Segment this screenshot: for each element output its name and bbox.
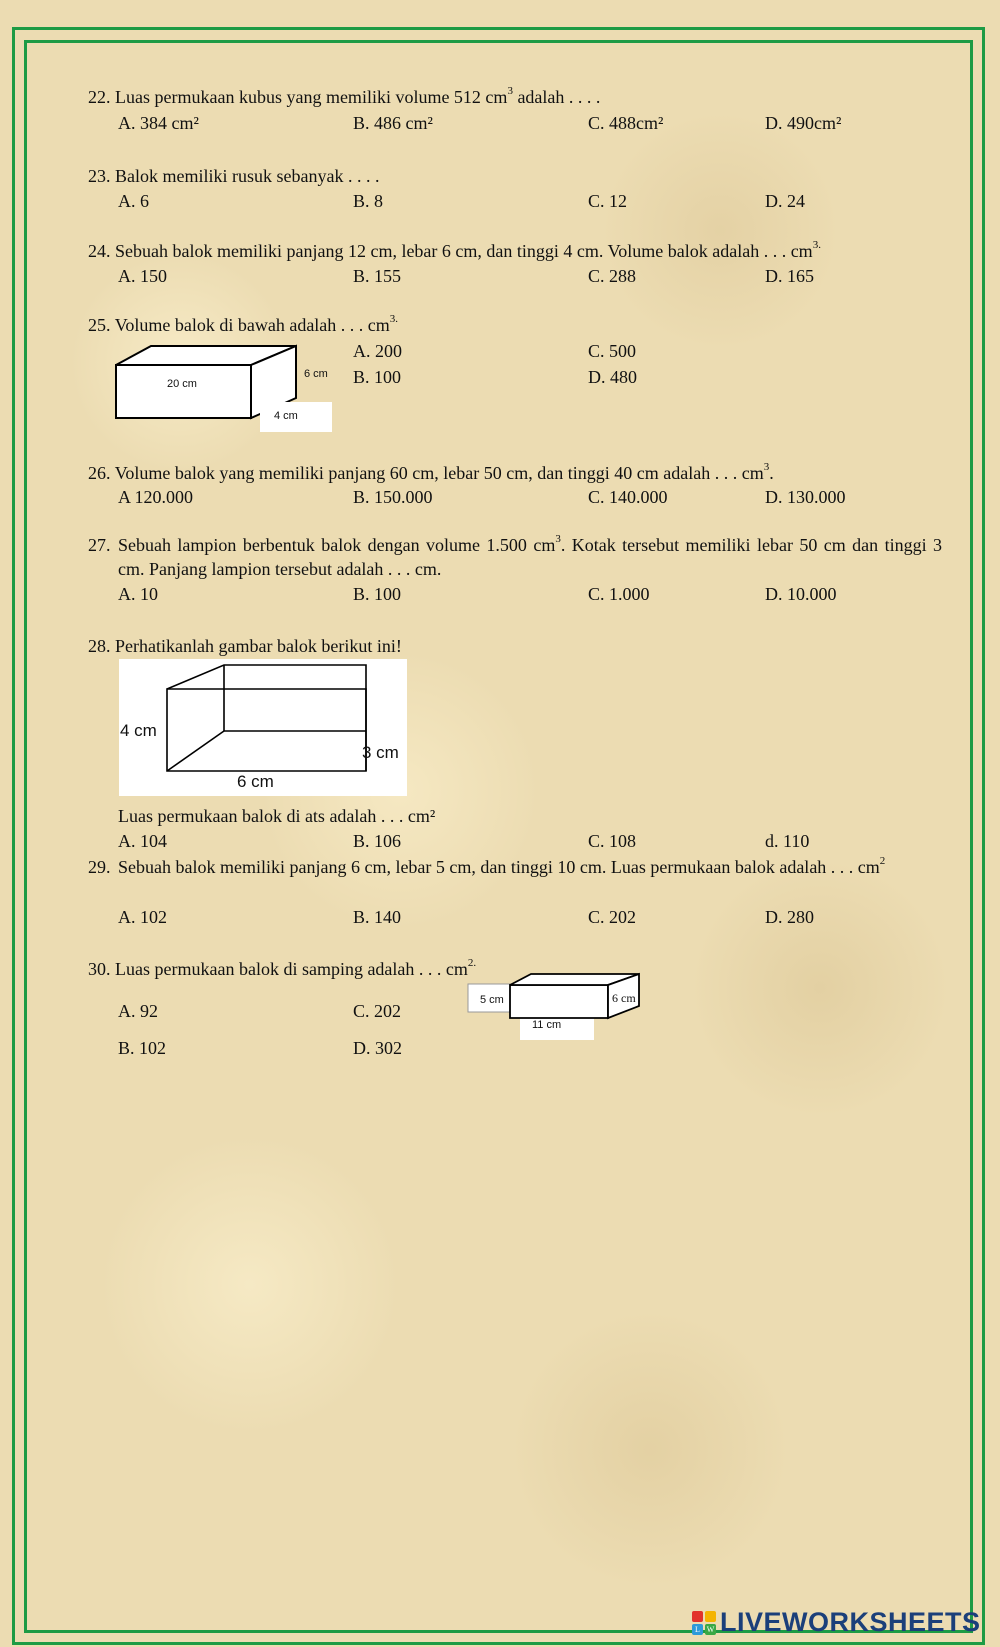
logo-blocks-icon: L W (692, 1611, 718, 1637)
logo-text: LIVEWORKSHEETS (720, 1607, 981, 1637)
option-d[interactable]: D. 480 (588, 367, 637, 387)
question-22-stem: 22. Luas permukaan kubus yang memiliki volume 512 $cm^3$ adalah . . . . (88, 85, 601, 107)
question-27-number: 27. (88, 535, 111, 555)
option-d[interactable]: D. 165 (765, 266, 814, 286)
option-c[interactable]: C. 500 (588, 341, 637, 361)
option-a[interactable]: A. 6 (118, 191, 149, 211)
figure-label-length: 20 cm (167, 378, 197, 390)
option-b[interactable]: B. 140 (353, 907, 402, 927)
option-b[interactable]: B. 102 (118, 1038, 167, 1058)
option-b[interactable]: B. 486 cm² (353, 113, 433, 133)
question-27-stem: Sebuah lampion berbentuk balok dengan volume 1.500 $cm^3$. Kotak tersebut memiliki lebar 50 cm dan tinggi 3 cm. Panjang lampion tersebut adalah . . . cm. (118, 533, 943, 579)
figure-label-width: 3 cm (362, 743, 399, 762)
option-a[interactable]: A. 104 (118, 831, 167, 851)
question-29-stem: Sebuah balok memiliki panjang 6 cm, lebar 5 cm, dan tinggi 10 cm. Luas permukaan balok adalah . . . $cm^2$ (118, 855, 886, 877)
figure-label-height: 5 cm (480, 994, 504, 1006)
figure-label-length: 11 cm (532, 1019, 562, 1031)
option-d[interactable]: D. 10.000 (765, 584, 837, 604)
option-b[interactable]: B. 100 (353, 367, 402, 387)
option-a[interactable]: A. 92 (118, 1001, 158, 1021)
question-30-stem: 30. Luas permukaan balok di samping adalah . . . $cm^{2.}$ (88, 957, 477, 979)
option-a[interactable]: A. 102 (118, 907, 167, 927)
question-28-stem: 28. Perhatikanlah gambar balok berikut ini! (88, 636, 402, 656)
option-c[interactable]: C. 108 (588, 831, 637, 851)
question-29-number: 29. (88, 857, 111, 877)
option-d[interactable]: D. 302 (353, 1038, 402, 1058)
option-c[interactable]: C. 1.000 (588, 584, 650, 604)
option-c[interactable]: C. 12 (588, 191, 628, 211)
option-d[interactable]: d. 110 (765, 831, 810, 851)
figure-label-height: 6 cm (304, 368, 328, 380)
option-b[interactable]: B. 106 (353, 831, 402, 851)
option-b[interactable]: B. 155 (353, 266, 402, 286)
option-c[interactable]: C. 288 (588, 266, 637, 286)
option-b[interactable]: B. 8 (353, 191, 384, 211)
question-26-stem: 26. Volume balok yang memiliki panjang 60 cm, lebar 50 cm, dan tinggi 40 cm adalah . . . $cm^3$. (88, 461, 774, 483)
option-a[interactable]: A. 384 cm² (118, 113, 199, 133)
liveworksheets-logo (692, 1605, 992, 1641)
question-25-stem: 25. Volume balok di bawah adalah . . . $cm^{3.}$ (88, 313, 399, 335)
option-d[interactable]: D. 280 (765, 907, 814, 927)
option-c[interactable]: C. 488cm² (588, 113, 664, 133)
option-b[interactable]: B. 100 (353, 584, 402, 604)
option-a[interactable]: A. 150 (118, 266, 167, 286)
option-b[interactable]: B. 150.000 (353, 487, 433, 507)
option-c[interactable]: C. 202 (353, 1001, 402, 1021)
figure-label-width: 6 cm (612, 991, 636, 1005)
option-c[interactable]: C. 140.000 (588, 487, 668, 507)
question-23-stem: 23. Balok memiliki rusuk sebanyak . . . . (88, 166, 380, 186)
cuboid-figure-25 (112, 340, 332, 432)
option-a[interactable]: A. 10 (118, 584, 158, 604)
figure-label-width: 4 cm (274, 410, 298, 422)
question-24-stem: 24. Sebuah balok memiliki panjang 12 cm, lebar 6 cm, dan tinggi 4 cm. Volume balok adalah . . . $cm^{3.}$ (88, 239, 821, 261)
option-a[interactable]: A 120.000 (118, 487, 194, 507)
option-d[interactable]: D. 490cm² (765, 113, 842, 133)
option-a[interactable]: A. 200 (353, 341, 402, 361)
option-c[interactable]: C. 202 (588, 907, 637, 927)
option-d[interactable]: D. 130.000 (765, 487, 846, 507)
question-28-followup: Luas permukaan balok di ats adalah . . . cm² (118, 806, 436, 826)
figure-label-height: 4 cm (120, 721, 157, 740)
figure-label-length: 6 cm (237, 772, 274, 791)
option-d[interactable]: D. 24 (765, 191, 805, 211)
